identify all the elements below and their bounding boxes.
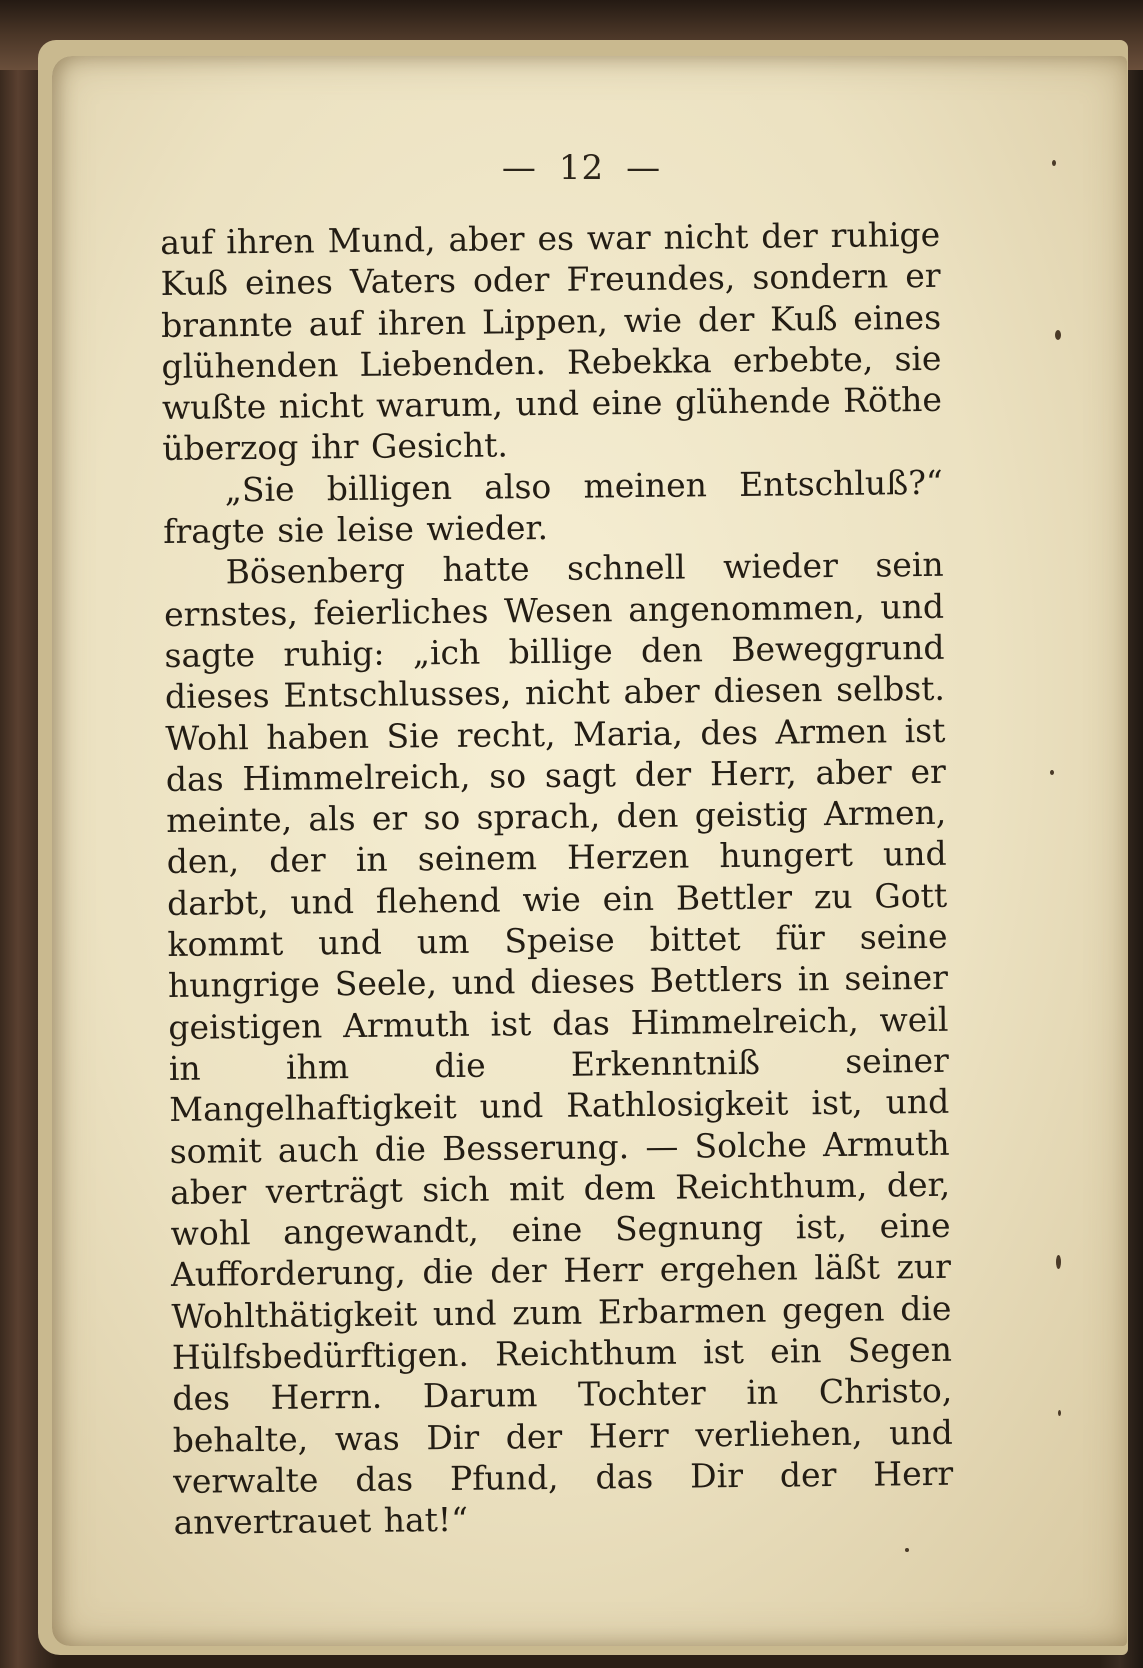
speck <box>905 1548 909 1552</box>
body-text <box>160 214 954 1544</box>
page-number: 12 <box>558 148 605 188</box>
page-number-dash-left: — <box>501 148 537 188</box>
page-number-header <box>0 148 1143 188</box>
paragraph: Bösenberg hatte schnell wieder sein ernstes, feierliches Wesen angenommen, und sagte ruhig: „ich billige den Beweggrund dieses Entschlusses, nicht aber diesen selbst. Wohl haben Sie recht, Maria, des Armen ist das Himmelreich, so sagt der Herr, aber er meinte, als er so sprach, den geistig Armen, den, der in seinem Herzen hungert und darbt, und flehend wie ein Bettler zu Gott kommt und um Speise bittet für seine hungrige Seele, und dieses Bettlers in seiner geistigen Armuth ist das Himmelreich, weil in ihm die Erkenntniß seiner Mangelhaftigkeit und Rathlosigkeit ist, und somit auch die Besserung. — Solche Armuth aber verträgt sich mit dem Reichthum, der, wohl angewandt, eine Segnung ist, eine Aufforderung, die der Herr ergehen läßt zur Wohlthätigkeit und zum Erbarmen gegen die Hülfsbedürftigen. Reichthum ist ein Segen des Herrn. Darum Tochter in Christo, behalte, was Dir der Herr verliehen, und verwalte das Pfund, das Dir der Herr anvertrauet hat!“ <box>163 545 954 1543</box>
speck <box>1052 160 1056 166</box>
speck <box>1055 330 1061 340</box>
paragraph: „Sie billigen also meinen Entschluß?“ fragte sie leise wieder. <box>163 462 943 552</box>
paragraph: auf ihren Mund, aber es war nicht der ruhige Kuß eines Vaters oder Freundes, sondern er brannte auf ihren Lippen, wie der Kuß eines glühenden Liebenden. Rebekka erbebte, sie wußte nicht warum, und eine glühende Röthe überzog ihr Gesicht. <box>160 214 943 469</box>
speck <box>1056 1255 1061 1269</box>
speck <box>1050 770 1054 775</box>
page-number-dash-right: — <box>626 148 662 188</box>
speck <box>1058 1410 1061 1416</box>
